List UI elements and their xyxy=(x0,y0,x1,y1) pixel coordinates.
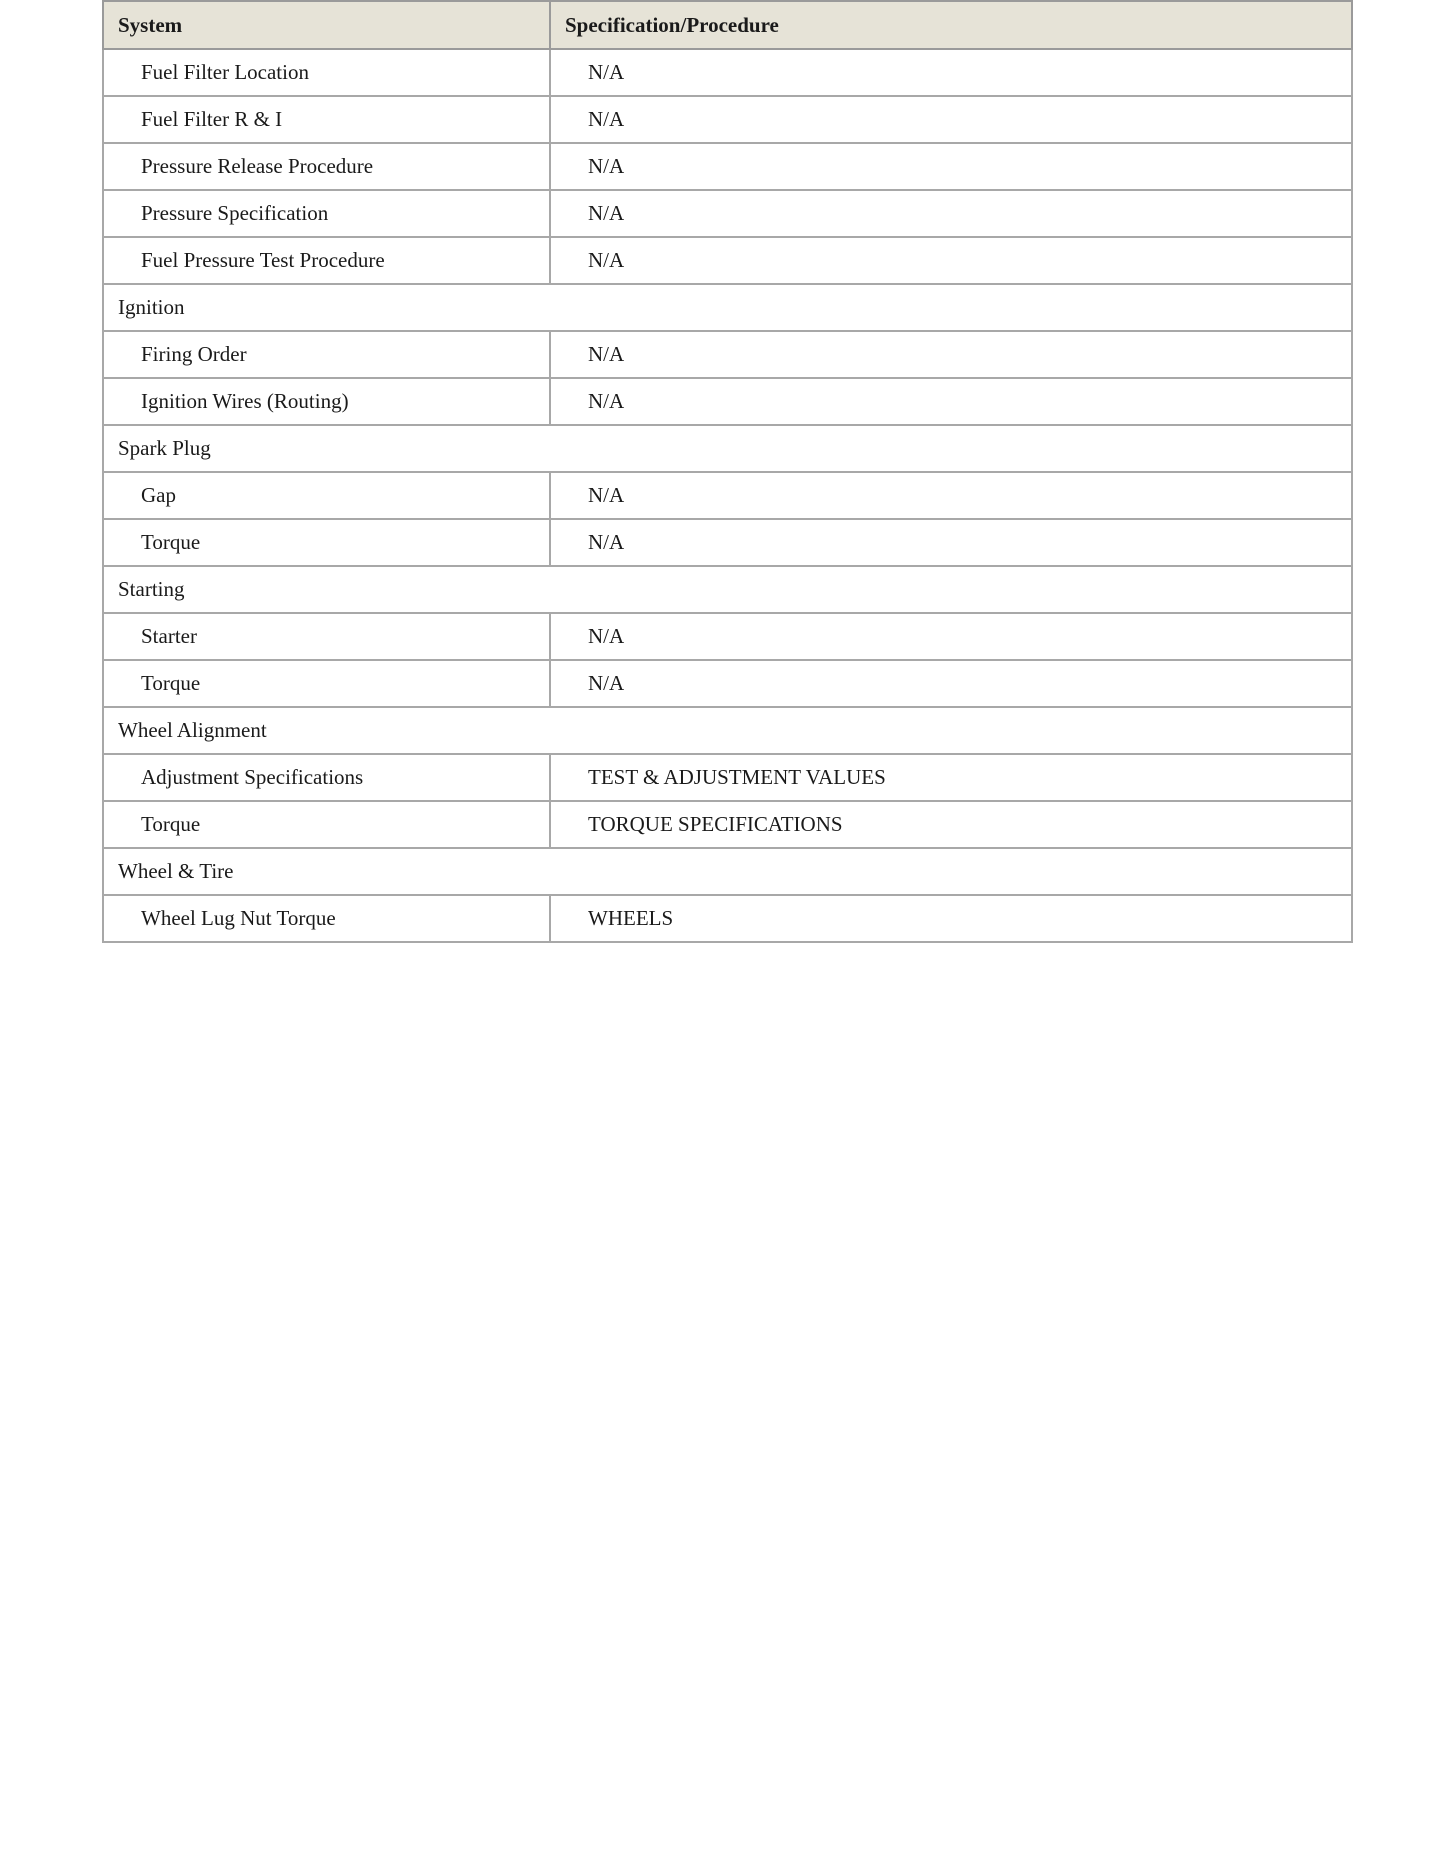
header-specification: Specification/Procedure xyxy=(550,1,1352,49)
spec-cell: N/A xyxy=(550,472,1352,519)
table-row xyxy=(103,96,1352,143)
table-row xyxy=(103,472,1352,519)
group-label: Starting xyxy=(103,566,1352,613)
spec-cell: N/A xyxy=(550,660,1352,707)
system-cell: Starter xyxy=(103,613,550,660)
system-cell: Firing Order xyxy=(103,331,550,378)
system-cell: Fuel Filter R & I xyxy=(103,96,550,143)
system-cell: Torque xyxy=(103,801,550,848)
spec-cell: WHEELS xyxy=(550,895,1352,942)
group-row xyxy=(103,566,1352,613)
spec-cell: N/A xyxy=(550,237,1352,284)
spec-cell: N/A xyxy=(550,519,1352,566)
group-label: Wheel & Tire xyxy=(103,848,1352,895)
table-row xyxy=(103,378,1352,425)
system-cell: Gap xyxy=(103,472,550,519)
group-row xyxy=(103,425,1352,472)
table-row xyxy=(103,49,1352,96)
system-cell: Pressure Release Procedure xyxy=(103,143,550,190)
table-row xyxy=(103,754,1352,801)
table-row xyxy=(103,519,1352,566)
table-row xyxy=(103,143,1352,190)
spec-cell: N/A xyxy=(550,378,1352,425)
spec-cell: TORQUE SPECIFICATIONS xyxy=(550,801,1352,848)
table-row xyxy=(103,660,1352,707)
spec-cell: N/A xyxy=(550,96,1352,143)
table-header xyxy=(103,1,1352,49)
spec-cell: N/A xyxy=(550,143,1352,190)
spec-cell: TEST & ADJUSTMENT VALUES xyxy=(550,754,1352,801)
system-cell: Torque xyxy=(103,519,550,566)
system-cell: Wheel Lug Nut Torque xyxy=(103,895,550,942)
group-row xyxy=(103,848,1352,895)
group-row xyxy=(103,284,1352,331)
spec-cell: N/A xyxy=(550,49,1352,96)
system-cell: Fuel Filter Location xyxy=(103,49,550,96)
table-row xyxy=(103,237,1352,284)
system-cell: Fuel Pressure Test Procedure xyxy=(103,237,550,284)
table-row xyxy=(103,190,1352,237)
header-system: System xyxy=(103,1,550,49)
table-row xyxy=(103,895,1352,942)
table-body xyxy=(103,49,1352,942)
system-cell: Ignition Wires (Routing) xyxy=(103,378,550,425)
table-row xyxy=(103,331,1352,378)
table-row xyxy=(103,801,1352,848)
system-cell: Torque xyxy=(103,660,550,707)
spec-cell: N/A xyxy=(550,331,1352,378)
spec-cell: N/A xyxy=(550,613,1352,660)
spec-cell: N/A xyxy=(550,190,1352,237)
group-label: Wheel Alignment xyxy=(103,707,1352,754)
group-label: Ignition xyxy=(103,284,1352,331)
group-label: Spark Plug xyxy=(103,425,1352,472)
group-row xyxy=(103,707,1352,754)
table-row xyxy=(103,613,1352,660)
header-row xyxy=(103,1,1352,49)
specification-table xyxy=(102,0,1353,943)
system-cell: Adjustment Specifications xyxy=(103,754,550,801)
system-cell: Pressure Specification xyxy=(103,190,550,237)
